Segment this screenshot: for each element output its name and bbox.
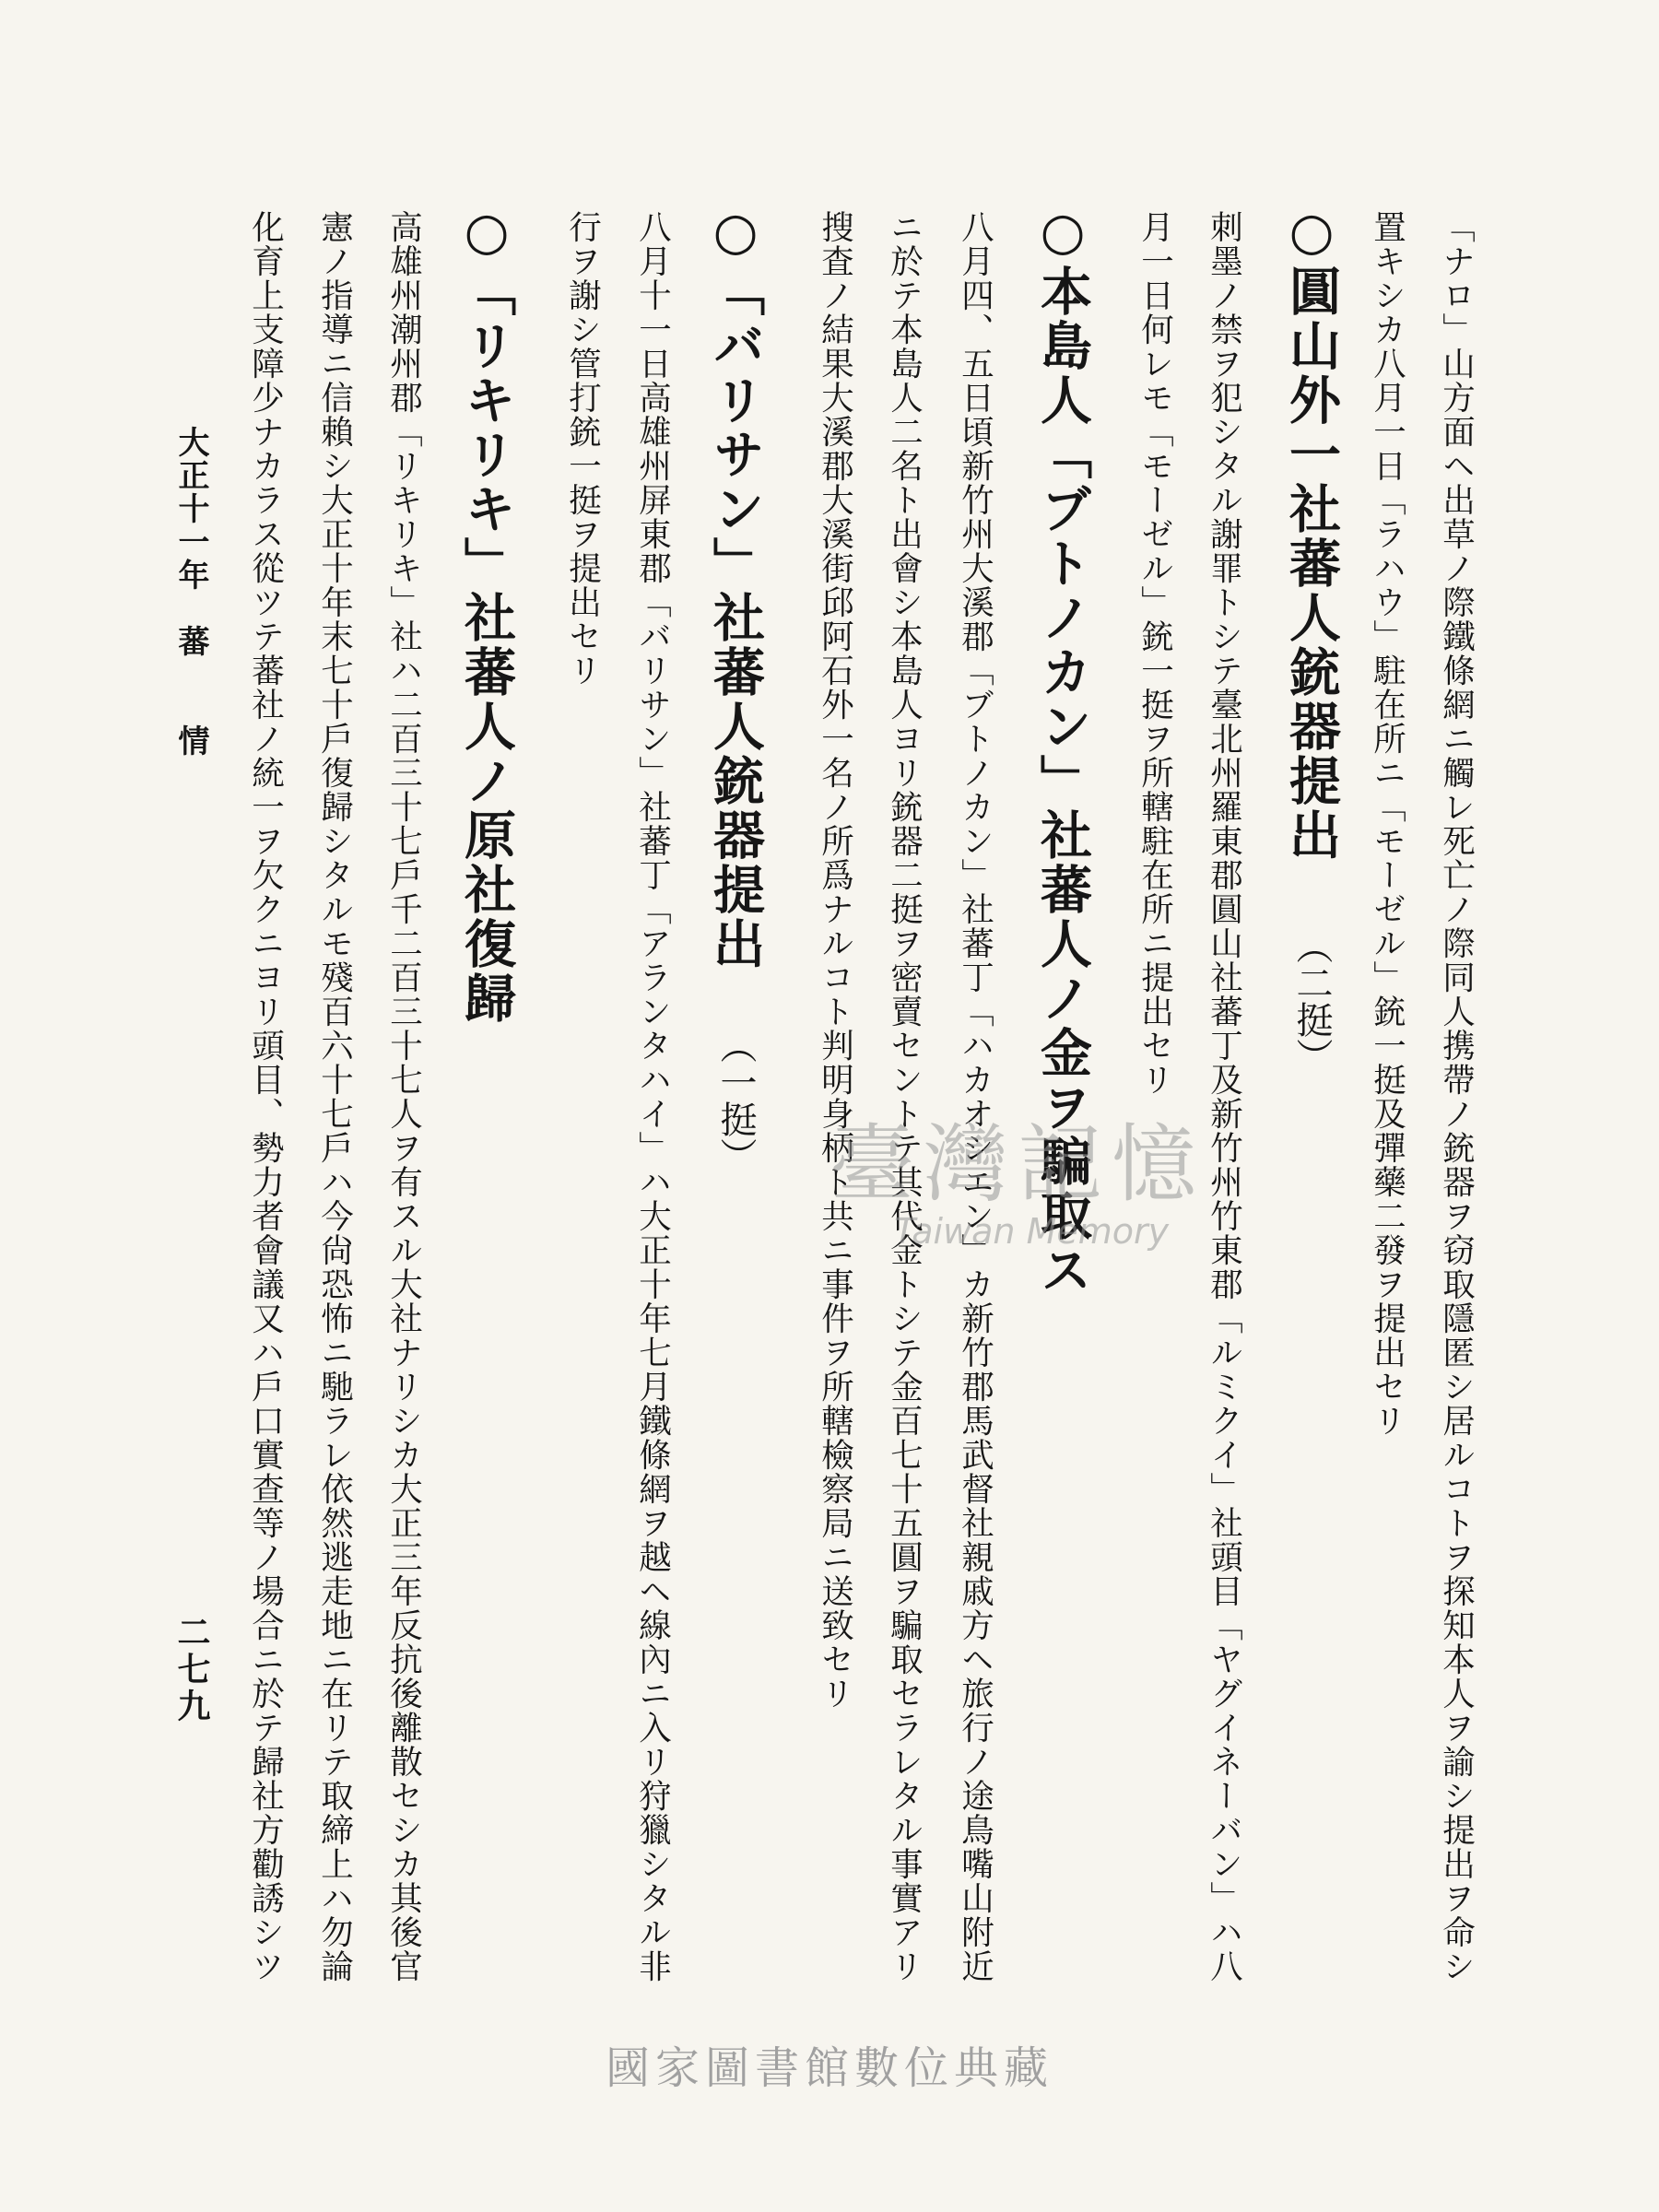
watermark-english: Taiwan Memory [894, 1211, 1170, 1252]
text-column-16: 化育上支障少ナカラス從ツテ蕃社ノ統一ヲ欠クニヨリ頭目、勢力者會議又ハ戶口實查等ノ場合ニ於テ歸社方勸誘シツ [246, 210, 285, 1983]
text-column-15: 憲ノ指導ニ信賴シ大正十年末七十戶復歸シタルモ殘百六十七戶ハ今尙恐怖ニ馳ラレ依然逃走地ニ在リテ取締上ハ勿論 [315, 210, 354, 1983]
watermark-chinese: 臺灣記憶 [830, 1115, 1206, 1214]
page-number: 二七九 [172, 1615, 211, 1725]
heading-text: ○「バリサン」社蕃人銃器提出 [705, 201, 766, 971]
heading-text: ○圓山外一社蕃人銃器提出 [1281, 201, 1342, 863]
heading-count: （二挺） [1290, 927, 1333, 1075]
footer-archive-label: 國家圖書館數位典藏 [605, 2042, 1053, 2094]
heading-text: ○本島人「ブトノカン」社蕃人ノ金ヲ騙取ス [1032, 201, 1093, 1298]
text-column-14: 高雄州潮州郡「リキリキ」社ハ二百三十七戶千二百三十七人ヲ有スル大社ナリシカ大正三年反抗後離散セシカ其後官 [384, 210, 423, 1983]
section-heading-4 [456, 201, 517, 1026]
watermark-logo [830, 1115, 1206, 1252]
running-head: 大正十一年 蕃 情 [172, 426, 209, 758]
section-heading-3 [705, 201, 766, 1174]
text-column-12: 行ヲ謝シ管打銃一挺ヲ提出セリ [563, 210, 602, 688]
text-column-7: 八月四、五日頃新竹州大溪郡「ブトノカン」社蕃丁「ハカオシエン」カ新竹郡馬武督社親戚方ヘ旅行ノ途鳥嘴山附近 [956, 210, 994, 1983]
text-column-11: 八月十一日高雄州屏東郡「バリサン」社蕃丁「アランタハイ」ハ大正十年七月鐵條網ヲ越ヘ線內ニ入リ狩獵シタル非 [633, 210, 672, 1983]
text-column-4: 刺墨ノ禁ヲ犯シタル謝罪トシテ臺北州羅東郡圓山社蕃丁及新竹州竹東郡「ルミクイ」社頭目「ヤグイネーバン」ハ八 [1205, 210, 1243, 1983]
text-column-5: 月一日何レモ「モーゼル」銃一挺ヲ所轄駐在所ニ提出セリ [1135, 210, 1174, 1097]
section-heading-1 [1281, 201, 1342, 1075]
text-column-8: ニ於テ本島人二名ト出會シ本島人ヨリ銃器二挺ヲ密賣セントテ其代金トシテ金百七十五圓ヲ騙取セラレタル事實アリ [885, 210, 924, 1983]
text-column-2: 置キシカ八月一日「ラハウ」駐在所ニ「モーゼル」銃一挺及彈藥二發ヲ提出セリ [1368, 210, 1406, 1438]
text-column-9: 搜査ノ結果大溪郡大溪街邱阿石外一名ノ所爲ナルコト判明身柄ト共ニ事件ヲ所轄檢察局ニ送致セリ [816, 210, 854, 1711]
heading-count: （一挺） [714, 1027, 757, 1174]
text-column-1: 「ナロ」山方面ヘ出草ノ際鐵條網ニ觸レ死亡ノ際同人携帶ノ銃器ヲ窃取隱匿シ居ルコトヲ探知本人ヲ諭シ提出ヲ命シ [1437, 210, 1476, 1983]
heading-text: ○「リキリキ」社蕃人ノ原社復歸 [456, 201, 517, 1026]
